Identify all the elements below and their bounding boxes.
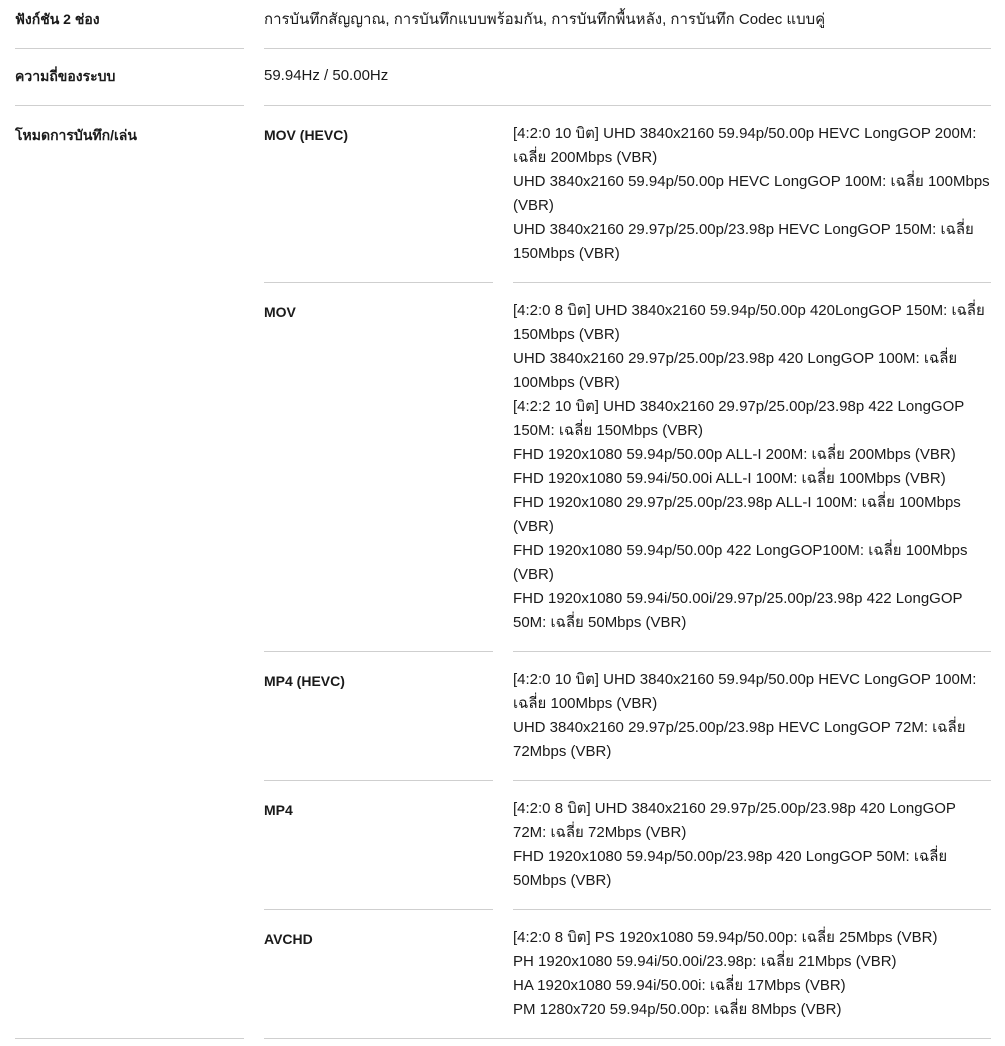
format-spec-line: 72M: เฉลี่ย 72Mbps (VBR) [513,824,687,841]
format-spec-line: UHD 3840x2160 29.97p/25.00p/23.98p HEVC LongGOP 150M: เฉลี่ย [513,221,974,238]
format-spec-line: FHD 1920x1080 59.94p/50.00p ALL-I 200M: เฉลี่ย 200Mbps (VBR) [513,446,956,463]
format-spec-line: FHD 1920x1080 59.94p/50.00p/23.98p 420 LongGOP 50M: เฉลี่ย [513,848,948,865]
format-row [264,781,991,909]
format-spec-line: 150Mbps (VBR) [513,326,620,343]
format-spec-line: FHD 1920x1080 29.97p/25.00p/23.98p ALL-I 100M: เฉลี่ย 100Mbps [513,494,961,511]
format-divider [264,909,991,910]
spec-label: ฟังก์ชัน 2 ช่อง [15,11,100,27]
format-spec-line: 50M: เฉลี่ย 50Mbps (VBR) [513,614,687,631]
spec-table [15,0,991,1039]
format-spec-line: (VBR) [513,518,554,535]
format-spec-line: PM 1280x720 59.94p/50.00p: เฉลี่ย 8Mbps (VBR) [513,1001,842,1018]
format-spec-line: (VBR) [513,197,554,214]
recording-format-table [264,106,991,1038]
format-row [264,910,991,1038]
format-spec-lines [513,299,991,635]
format-name: MOV [264,304,296,320]
format-row [264,283,991,651]
format-spec-line: (VBR) [513,566,554,583]
format-spec-line: UHD 3840x2160 29.97p/25.00p/23.98p 420 LongGOP 100M: เฉลี่ย [513,350,958,367]
format-spec-line: 100Mbps (VBR) [513,374,620,391]
format-spec-line: FHD 1920x1080 59.94i/50.00i ALL-I 100M: เฉลี่ย 100Mbps (VBR) [513,470,946,487]
format-divider [264,282,991,283]
format-name: MOV (HEVC) [264,127,348,143]
format-row [264,652,991,780]
format-divider [264,651,991,652]
format-spec-line: 150M: เฉลี่ย 150Mbps (VBR) [513,422,704,439]
format-spec-lines [513,122,991,266]
spec-value: 59.94Hz / 50.00Hz [264,67,389,84]
format-spec-line: HA 1920x1080 59.94i/50.00i: เฉลี่ย 17Mbps (VBR) [513,977,846,994]
format-row [264,106,991,282]
format-spec-line: เฉลี่ย 100Mbps (VBR) [513,695,658,712]
format-spec-line: [4:2:0 8 บิต] UHD 3840x2160 29.97p/25.00p/23.98p 420 LongGOP [513,800,956,817]
spec-row-recording-modes [15,106,991,1038]
format-spec-line: [4:2:0 8 บิต] PS 1920x1080 59.94p/50.00p: เฉลี่ย 25Mbps (VBR) [513,929,938,946]
format-divider [264,780,991,781]
format-spec-line: [4:2:0 10 บิต] UHD 3840x2160 59.94p/50.00p HEVC LongGOP 200M: [513,125,977,142]
format-spec-lines [513,926,991,1022]
format-spec-line: เฉลี่ย 200Mbps (VBR) [513,149,658,166]
spec-label: โหมดการบันทึก/เล่น [15,127,137,143]
format-name: AVCHD [264,931,313,947]
format-spec-line: [4:2:0 10 บิต] UHD 3840x2160 59.94p/50.00p HEVC LongGOP 100M: [513,671,977,688]
format-spec-line: 50Mbps (VBR) [513,872,612,889]
format-spec-line: UHD 3840x2160 29.97p/25.00p/23.98p HEVC LongGOP 72M: เฉลี่ย [513,719,966,736]
spec-value: การบันทึกสัญญาณ, การบันทึกแบบพร้อมกัน, การบันทึกพื้นหลัง, การบันทึก Codec แบบคู่ [264,11,826,28]
format-spec-line: 72Mbps (VBR) [513,743,612,760]
format-spec-lines [513,668,991,764]
format-spec-line: FHD 1920x1080 59.94i/50.00i/29.97p/25.00p/23.98p 422 LongGOP [513,590,963,607]
format-spec-line: UHD 3840x2160 59.94p/50.00p HEVC LongGOP 100M: เฉลี่ย 100Mbps [513,173,990,190]
format-spec-line: 150Mbps (VBR) [513,245,620,262]
format-spec-line: [4:2:0 8 บิต] UHD 3840x2160 59.94p/50.00p 420LongGOP 150M: เฉลี่ย [513,302,985,319]
format-spec-lines [513,797,991,893]
format-spec-line: [4:2:2 10 บิต] UHD 3840x2160 29.97p/25.00p/23.98p 422 LongGOP [513,398,965,415]
format-spec-line: PH 1920x1080 59.94i/50.00i/23.98p: เฉลี่ย 21Mbps (VBR) [513,953,897,970]
spec-row-system-frequency [15,49,991,105]
spec-row-dual-channel [15,0,991,48]
format-name: MP4 (HEVC) [264,673,345,689]
format-spec-line: FHD 1920x1080 59.94p/50.00p 422 LongGOP100M: เฉลี่ย 100Mbps [513,542,968,559]
format-name: MP4 [264,802,293,818]
spec-label: ความถี่ของระบบ [15,68,116,84]
